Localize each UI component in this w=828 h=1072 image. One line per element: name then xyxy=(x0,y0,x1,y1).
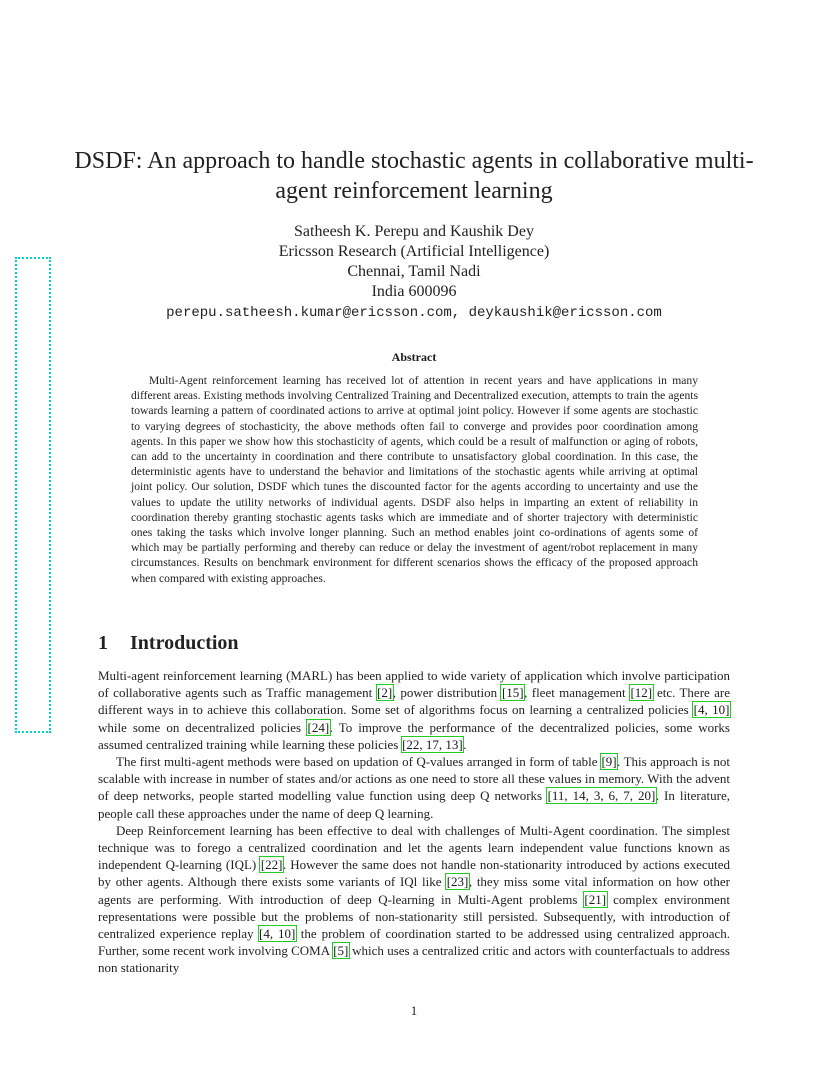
citation-link[interactable]: [9] xyxy=(601,754,617,770)
abstract-heading: Abstract xyxy=(391,350,437,364)
citation-link[interactable]: [22, 17, 13] xyxy=(402,736,463,752)
text-run: . xyxy=(463,736,467,752)
text-run: etc. There are different ways in to achieve this collaboration. Some set of algorithms focus on learning a centralized policies xyxy=(98,685,731,718)
citation-link[interactable]: [2] xyxy=(377,685,393,701)
text-run: while some on decentralized policies xyxy=(98,719,308,735)
citation-link[interactable]: [24] xyxy=(307,719,330,735)
citation-link[interactable]: [5] xyxy=(333,943,349,959)
section-title: Introduction xyxy=(130,632,239,654)
citation-link[interactable]: [12] xyxy=(630,685,653,701)
citation-link[interactable]: [15] xyxy=(501,685,524,701)
citation-link[interactable]: [4, 10] xyxy=(693,702,730,718)
text-run: . To improve the performance of the decentralized policies, some works assumed centralized training while learning these policies xyxy=(98,719,730,752)
author-city: Chennai, Tamil Nadi xyxy=(347,263,481,280)
text-run: Multi-agent reinforcement learning (MARL) has been applied to wide variety of application which involve participation of collaborative agents such as Traffic management xyxy=(98,668,730,701)
author-emails: perepu.satheesh.kumar@ericsson.com, deykaushik@ericsson.com xyxy=(166,305,662,321)
author-names: Satheesh K. Perepu and Kaushik Dey xyxy=(294,223,534,240)
author-affiliation: Ericsson Research (Artificial Intelligence) xyxy=(278,243,550,260)
citation-link[interactable]: [4, 10] xyxy=(259,926,296,942)
text-run: . However the same does not handle non-stationarity introduced by actions executed by other agents. Although there exists some variants of IQl like xyxy=(98,857,730,890)
author-block xyxy=(60,222,768,323)
intro-paragraph-1 xyxy=(98,667,730,753)
text-run: which uses a centralized critic and actors with counterfactuals to address non stationarity xyxy=(98,943,730,976)
text-run: . This approach is not scalable with increase in number of states and/or actions as one need to store all these values in memory. With the advent of deep networks, people started modelling value function using deep Q networks xyxy=(98,754,730,804)
introduction-body xyxy=(98,667,730,977)
text-run: . In literature, people call these approaches under the name of deep Q learning. xyxy=(98,788,730,821)
text-run: the problem of coordination started to be addressed using centralized approach. Further, some recent work involving COMA xyxy=(98,926,730,959)
text-run: , power distribution xyxy=(392,685,502,701)
paper-title: DSDF: An approach to handle stochastic agents in collaborative multi-agent reinforcement learning xyxy=(74,148,754,204)
intro-paragraph-2 xyxy=(98,753,730,822)
citation-link[interactable]: [11, 14, 3, 6, 7, 20] xyxy=(547,788,656,804)
section-number: 1 xyxy=(98,632,108,654)
citation-link[interactable]: [23] xyxy=(446,874,469,890)
page-number: 1 xyxy=(410,1003,418,1018)
intro-paragraph-3 xyxy=(98,822,730,977)
arxiv-id-box xyxy=(15,257,51,733)
text-run: Deep Reinforcement learning has been effective to deal with challenges of Multi-Agent coordination. The simplest technique was to forego a centralized coordination and let the agents learn independent value functions known as independent Q-learning (IQL) xyxy=(98,822,730,873)
abstract-text: Multi-Agent reinforcement learning has received lot of attention in recent years and have applications in many different areas. Existing methods involving Centralized Training and Decentralized execution, attempts to train the agents towards learning a pattern of coordinated actions to arrive at optimal joint policy. However if some agents are stochastic to varying degrees of stochasticity, the above methods often fail to converge and provides poor coordination among agents. In this paper we show how this stochasticity of agents, which could be a result of malfunction or aging of robots, can add to the uncertainty in coordination and there contribute to unsatisfactory global coordination. In this case, the deterministic agents have to understand the behavior and limitations of the stochastic agents while arriving at optimal joint policy. Our solution, DSDF which tunes the discounted factor for the agents according to uncertainty and use the values to update the utility networks of individual agents. DSDF also helps in imparting an extent of reliability in coordination thereby granting stochastic agents tasks which are immediate and of shorter trajectory with deterministic ones taking the tasks which involve longer planning. Such an method enables joint co-ordinations of agents some of which may be partially performing and thereby can reduce or delay the investment of agent/robot replacement in many circumstances. Results on benchmark environment for different scenarios shows the efficacy of the proposed approach when compared with existing approaches. xyxy=(131,374,698,585)
text-run: The first multi-agent methods were based on updation of Q-values arranged in form of table xyxy=(116,754,601,770)
text-run: , fleet management xyxy=(524,685,630,701)
citation-link[interactable]: [22] xyxy=(260,857,283,873)
text-run: , they miss some vital information on how other agents are performing. With introduction of deep Q-learning in Multi-Agent problems xyxy=(98,874,731,907)
text-run: complex environment representations were possible but the problems of non-stationarity still persisted. Subsequently, with introduction of centralized experience replay xyxy=(98,891,730,942)
citation-link[interactable]: [21] xyxy=(584,891,607,907)
section-heading xyxy=(98,631,239,655)
author-country: India 600096 xyxy=(371,283,457,300)
